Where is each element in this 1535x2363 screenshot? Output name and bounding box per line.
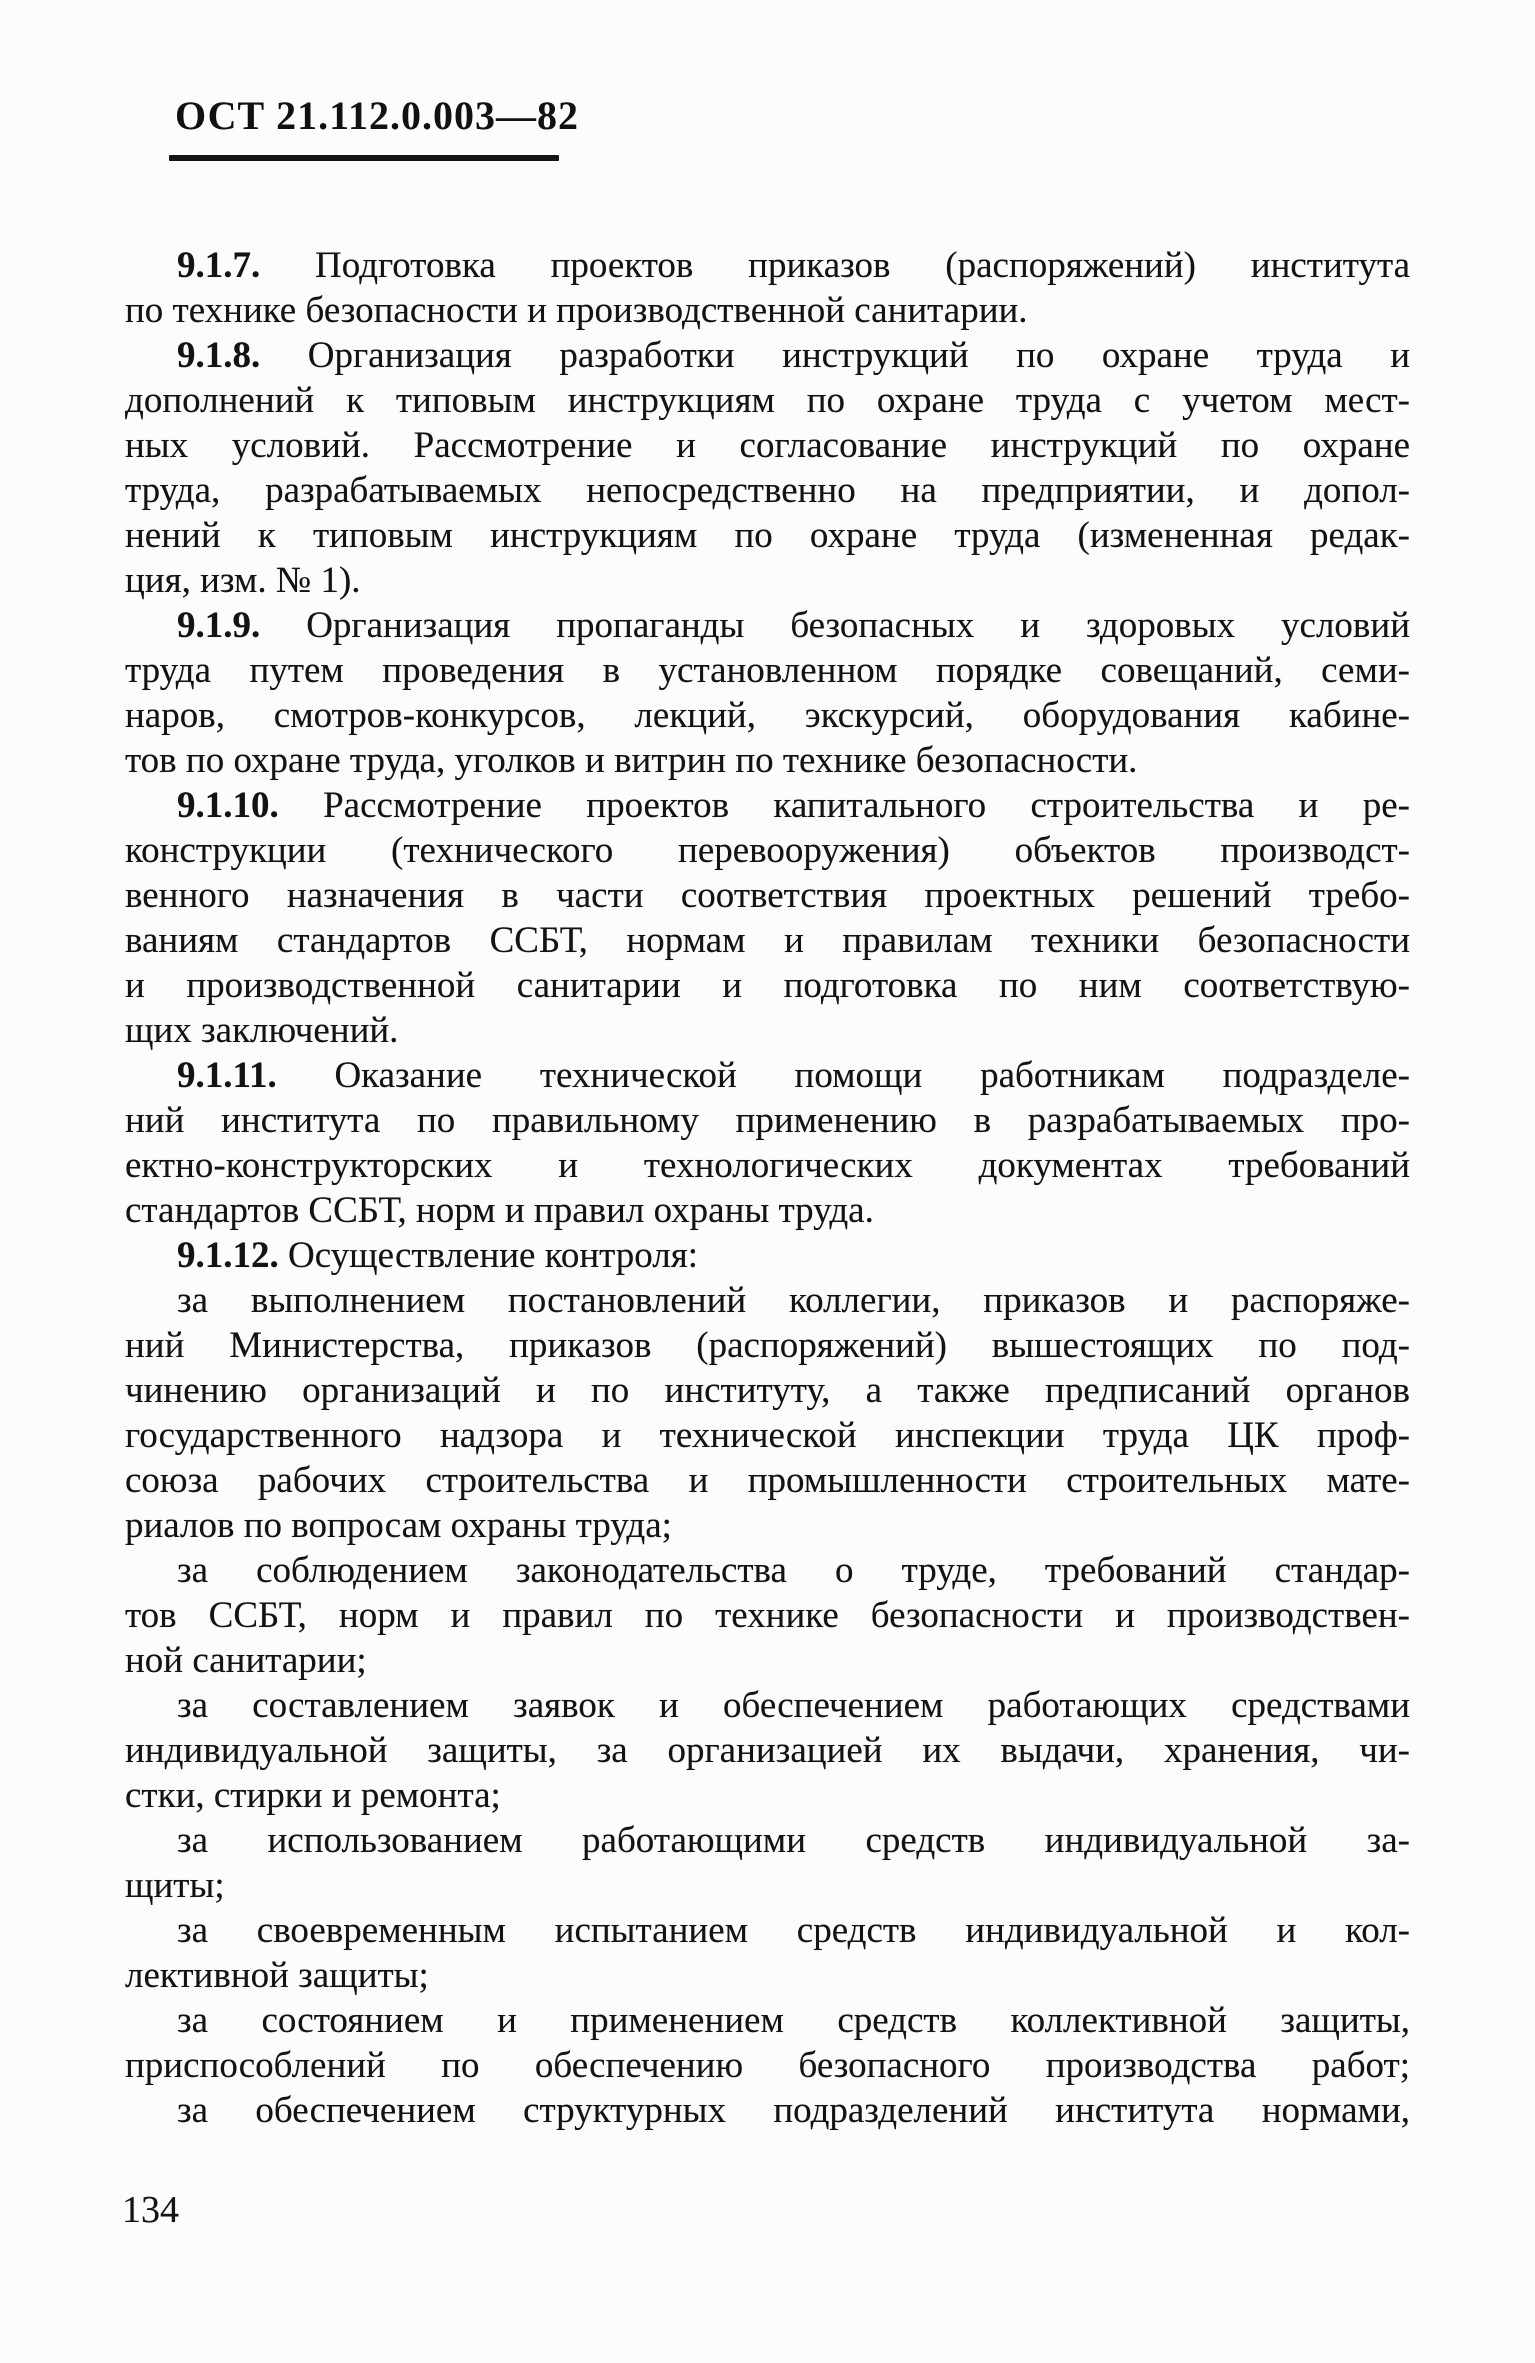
text-line: щиты; (125, 1865, 225, 1906)
paragraph (125, 1998, 1410, 2088)
paragraph (125, 243, 1410, 333)
text-line: и производственной санитарии и подготовка по ним соответствую- (125, 965, 1410, 1006)
text-line: за использованием работающими средств индивидуальной за- (177, 1820, 1410, 1861)
text-line: нений к типовым инструкциям по охране труда (измененная редак- (125, 515, 1410, 556)
document-header (175, 92, 579, 161)
paragraph (125, 1233, 1410, 1278)
paragraph (125, 1053, 1410, 1233)
paragraph (125, 783, 1410, 1053)
text-line: венного назначения в части соответствия проектных решений требо- (125, 875, 1410, 916)
document-body (125, 243, 1410, 2133)
text-line: ектно-конструкторских и технологических документах требований (125, 1145, 1410, 1186)
text-line: конструкции (технического перевооружения) объектов производст- (125, 830, 1410, 871)
text-line: дополнений к типовым инструкциям по охране труда с учетом мест- (125, 380, 1410, 421)
text-line: ция, изм. № 1). (125, 560, 361, 601)
text-line: ний Министерства, приказов (распоряжений) вышестоящих по под- (125, 1325, 1410, 1366)
text-line: 9.1.8. Организация разработки инструкций по охране труда и (177, 335, 1410, 376)
text-line: за обеспечением структурных подразделений института нормами, (177, 2090, 1410, 2131)
text-line: ной санитарии; (125, 1640, 367, 1681)
text-line: 9.1.9. Организация пропаганды безопасных и здоровых условий (177, 605, 1410, 646)
clause-number: 9.1.10. (177, 785, 279, 826)
text-line: труда путем проведения в установленном порядке совещаний, семи- (125, 650, 1410, 691)
text-line: ных условий. Рассмотрение и согласование инструкций по охране (125, 425, 1410, 466)
paragraph (125, 1818, 1410, 1908)
text-line: за составлением заявок и обеспечением работающих средствами (177, 1685, 1410, 1726)
clause-number: 9.1.11. (177, 1055, 277, 1096)
text-line: союза рабочих строительства и промышленности строительных мате- (125, 1460, 1410, 1501)
clause-number: 9.1.8. (177, 335, 261, 376)
text-line: за выполнением постановлений коллегии, приказов и распоряже- (177, 1280, 1410, 1321)
text-line: 9.1.7. Подготовка проектов приказов (распоряжений) института (177, 245, 1410, 286)
text-line: наров, смотров-конкурсов, лекций, экскурсий, оборудования кабине- (125, 695, 1410, 736)
text-line: 9.1.10. Рассмотрение проектов капитального строительства и ре- (177, 785, 1410, 826)
text-line: за своевременным испытанием средств индивидуальной и кол- (177, 1910, 1410, 1951)
text-line: за соблюдением законодательства о труде, требований стандар- (177, 1550, 1410, 1591)
text-line: за состоянием и применением средств коллективной защиты, (177, 2000, 1410, 2041)
paragraph (125, 333, 1410, 603)
clause-number: 9.1.12. (177, 1235, 279, 1276)
text-line: приспособлений по обеспечению безопасного производства работ; (125, 2045, 1410, 2086)
clause-number: 9.1.9. (177, 605, 261, 646)
text-line: 9.1.11. Оказание технической помощи работникам подразделе- (177, 1055, 1410, 1096)
text-line: индивидуальной защиты, за организацией их выдачи, хранения, чи- (125, 1730, 1410, 1771)
text-line: лективной защиты; (125, 1955, 429, 1996)
text-line: щих заключений. (125, 1010, 399, 1051)
text-line: чинению организаций и по институту, а также предписаний органов (125, 1370, 1410, 1411)
text-line: тов ССБТ, норм и правил по технике безопасности и производствен- (125, 1595, 1410, 1636)
text-line: труда, разрабатываемых непосредственно на предприятии, и допол- (125, 470, 1410, 511)
text-line: ний института по правильному применению в разрабатываемых про- (125, 1100, 1410, 1141)
header-underline (169, 155, 559, 161)
paragraph (125, 2088, 1410, 2133)
document-code: ОСТ 21.112.0.003—82 (175, 93, 579, 138)
text-line: тов по охране труда, уголков и витрин по технике безопасности. (125, 740, 1138, 781)
text-line: стандартов ССБТ, норм и правил охраны труда. (125, 1190, 874, 1231)
page-number: 134 (122, 2189, 179, 2231)
text-line: 9.1.12. Осуществление контроля: (177, 1235, 699, 1276)
paragraph (125, 603, 1410, 783)
paragraph (125, 1683, 1410, 1818)
text-line: стки, стирки и ремонта; (125, 1775, 501, 1816)
paragraph (125, 1278, 1410, 1548)
paragraph (125, 1908, 1410, 1998)
text-line: ваниям стандартов ССБТ, нормам и правилам техники безопасности (125, 920, 1410, 961)
text-line: по технике безопасности и производственной санитарии. (125, 290, 1028, 331)
clause-number: 9.1.7. (177, 245, 261, 286)
text-line: риалов по вопросам охраны труда; (125, 1505, 672, 1546)
paragraph (125, 1548, 1410, 1683)
text-line: государственного надзора и технической инспекции труда ЦК проф- (125, 1415, 1410, 1456)
